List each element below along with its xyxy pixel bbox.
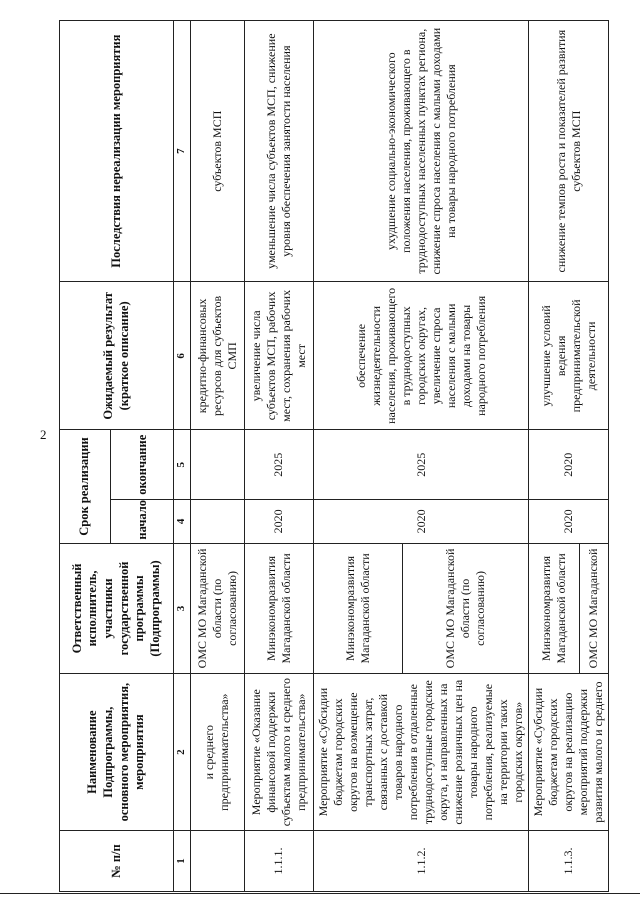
activity-name: Мероприятие «Субсидии бюджетам городских округов на реализацию мероприятий поддержки развития малого и среднего: [529, 674, 609, 831]
column-number: 1: [174, 831, 191, 892]
table-row: [314, 21, 403, 892]
column-number: 6: [174, 282, 191, 430]
executor: ОМС МО Магаданской области (по согласованию): [191, 543, 245, 674]
page-bottom-rule: [0, 893, 640, 894]
column-number: 2: [174, 674, 191, 831]
table-row: [244, 21, 313, 892]
activity-name: Мероприятие «Оказание финансовой поддержки субъектам малого и среднего предпринимательства»: [244, 674, 313, 831]
table-row: [191, 21, 245, 892]
program-activities-table: [59, 20, 609, 892]
start-year: 2020: [244, 500, 313, 544]
page-number: 2: [40, 427, 47, 442]
executor-primary: Минэкономразвития Магаданской области: [314, 543, 403, 674]
header-period: Срок реализации: [60, 430, 111, 543]
column-number: 3: [174, 543, 191, 674]
expected-result: улучшение условий ведения предпринимательской деятельности: [529, 282, 609, 430]
end-year: 2020: [529, 430, 609, 500]
column-number: 4: [174, 500, 191, 544]
consequences: ухудшение социально-экономического положения населения, проживающего в труднодоступных населенных пунктах региона, снижение спроса населения с малыми доходами на товары народного потребления: [314, 21, 529, 282]
start-year: [191, 500, 245, 544]
header-executor: Ответственный исполнитель, участники государственной программы (Подпрограммы): [60, 543, 174, 674]
rotated-table-container: [59, 20, 609, 892]
consequences: уменьшение числа субъектов МСП, снижение уровня обеспечения занятости населения: [244, 21, 313, 282]
header-start: начало: [111, 500, 174, 544]
header-row: [60, 21, 111, 892]
consequences: снижение темпов роста и показателей развития субъектов МСП: [529, 21, 609, 282]
start-year: 2020: [529, 500, 609, 544]
activity-name: и среднего предпринимательства»: [191, 674, 245, 831]
header-number: № п/п: [60, 831, 174, 892]
activity-name: Мероприятие «Субсидии бюджетам городских округов на возмещение транспортных затрат, связанных с доставкой товаров народного потребления в отдаленные труднодоступные городские округа, и направленных на снижение розничных цен на товары народного потребления, реализуемые на территории таких городских округов»: [314, 674, 529, 831]
expected-result: увеличение числа субъектов МСП, рабочих мест, сохранения рабочих мест: [244, 282, 313, 430]
table-row: [529, 21, 580, 892]
header-consequences: Последствия нереализации мероприятия: [60, 21, 174, 282]
row-number: 1.1.1.: [244, 831, 313, 892]
header-result: Ожидаемый результат (краткое описание): [60, 282, 174, 430]
consequences: субъектов МСП: [191, 21, 245, 282]
expected-result: кредитно-финансовых ресурсов для субъектов СМП: [191, 282, 245, 430]
executor-secondary: ОМС МО Магаданской: [579, 543, 608, 674]
end-year: 2025: [244, 430, 313, 500]
end-year: [191, 430, 245, 500]
executor: Минэкономразвития Магаданской области: [244, 543, 313, 674]
row-number: 1.1.2.: [314, 831, 529, 892]
end-year: 2025: [314, 430, 529, 500]
start-year: 2020: [314, 500, 529, 544]
header-end: окончание: [111, 430, 174, 500]
executor-primary: Минэкономразвития Магаданской области: [529, 543, 580, 674]
row-number: 1.1.3.: [529, 831, 609, 892]
column-number: 5: [174, 430, 191, 500]
expected-result: обеспечение жизнедеятельности населения, проживающего в труднодоступных городских округах, увеличение спроса населения с малыми доходами на товары народного потребления: [314, 282, 529, 430]
header-name: Наименование Подпрограммы, основного мероприятия, мероприятия: [60, 674, 174, 831]
column-numbers-row: [174, 21, 191, 892]
column-number: 7: [174, 21, 191, 282]
executor-secondary: ОМС МО Магаданской области (по согласованию): [402, 543, 528, 674]
row-number: [191, 831, 245, 892]
